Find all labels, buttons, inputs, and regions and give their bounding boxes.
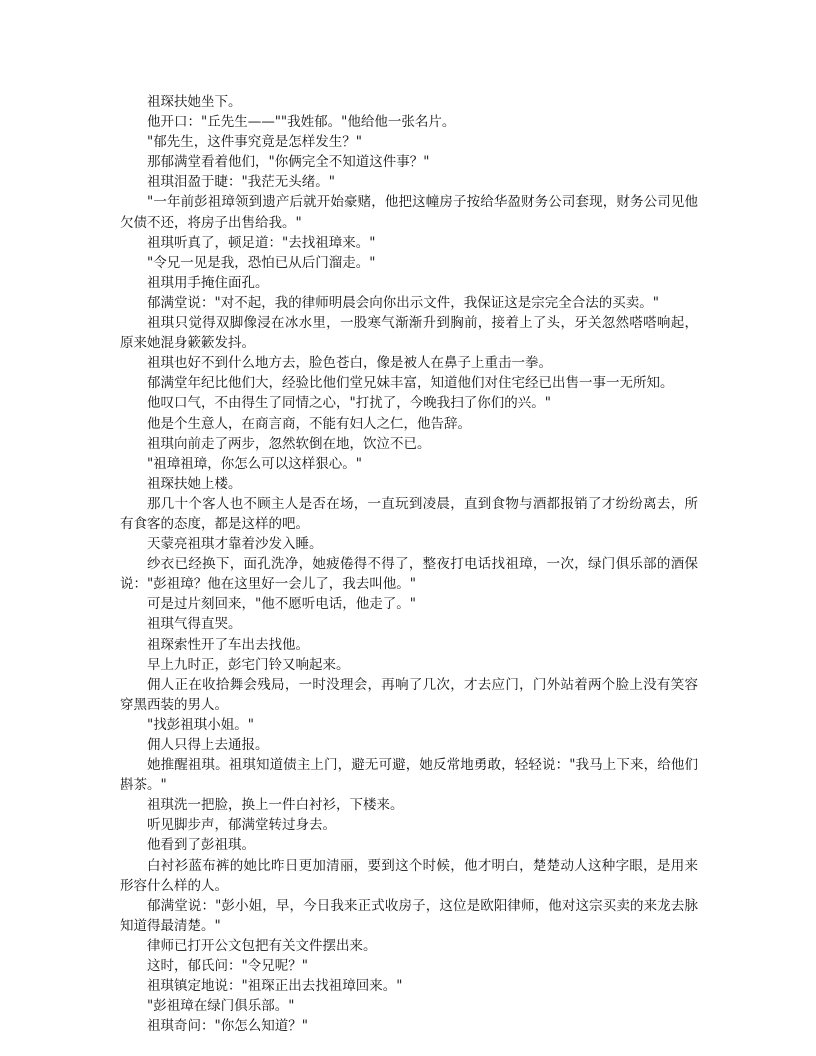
paragraph: 他是个生意人，在商言商，不能有妇人之仁，他告辞。 (147, 415, 471, 432)
paragraph: 祖琪奇问："你怎么知道？" (147, 1018, 308, 1035)
paragraph: 祖琪向前走了两步，忽然软倒在地，饮泣不已。 (147, 435, 431, 452)
paragraph: 律师已打开公文包把有关文件摆出来。 (147, 937, 377, 954)
paragraph: 祖琪镇定地说："祖琛正出去找祖璋回来。" (147, 978, 403, 995)
paragraph: "找彭祖琪小姐。" (147, 716, 254, 733)
paragraph: 祖琛扶她坐下。 (147, 94, 242, 110)
paragraph: 祖琛扶她上楼。 (147, 475, 242, 492)
paragraph: "祖璋祖璋，你怎么可以这样狠心。" (147, 455, 362, 472)
paragraph: "令兄一见是我，恐怕已从后门溜走。" (147, 254, 376, 271)
paragraph: 天蒙亮祖琪才靠着沙发入睡。 (147, 536, 323, 553)
paragraph: 祖琪也好不到什么地方去，脸色苍白，像是被人在鼻子上重击一拳。 (147, 355, 552, 372)
paragraph: "郁先生，这件事究竟是怎样发生？" (147, 134, 362, 151)
paragraph: 祖琛索性开了车出去找他。 (147, 636, 309, 653)
document-page (120, 92, 698, 1036)
paragraph: 祖琪用手掩住面孔。 (147, 274, 269, 291)
paragraph: 他叹口气，不由得生了同情之心，"打扰了，今晚我扫了你们的兴。" (147, 395, 551, 412)
paragraph: 佣人正在收拾舞会残局，一时没理会，再响了几次，才去应门，门外站着两个脸上没有笑容穿黑西装的男人。 (120, 676, 698, 713)
paragraph: 早上九时正，彭宅门铃又响起来。 (147, 656, 350, 673)
paragraph: "一年前彭祖璋领到遗产后就开始豪赌，他把这幢房子按给华盈财务公司套现，财务公司见他欠债不还，将房子出售给我。" (120, 194, 698, 231)
paragraph: 郁满堂说："对不起，我的律师明晨会向你出示文件，我保证这是宗完全合法的买卖。" (147, 294, 659, 311)
paragraph: "彭祖璋在绿门俱乐部。" (147, 998, 295, 1015)
paragraph: 祖琪气得直哭。 (147, 616, 242, 633)
paragraph: 听见脚步声，郁满堂转过身去。 (147, 817, 336, 834)
paragraph: 他看到了彭祖琪。 (147, 837, 255, 854)
paragraph: 祖琪洗一把脸，换上一件白衬衫，下楼来。 (147, 797, 404, 814)
paragraph: 他开口："丘先生——""我姓郁。"他给他一张名片。 (147, 114, 456, 131)
paragraph: 这时，郁氏问："令兄呢？" (147, 958, 308, 975)
paragraph: 白衬衫蓝布裤的她比昨日更加清丽，要到这个时候，他才明白，楚楚动人这种字眼，是用来形容什么样的人。 (120, 857, 698, 894)
paragraph: 那郁满堂看着他们，"你俩完全不知道这件事？" (147, 154, 430, 171)
paragraph: 祖琪泪盈于睫："我茫无头绪。" (147, 174, 335, 191)
paragraph: 那几十个客人也不顾主人是否在场，一直玩到凌晨，直到食物与酒都报销了才纷纷离去，所有食客的态度，都是这样的吧。 (120, 495, 698, 532)
paragraph: 祖琪听真了，顿足道："去找祖璋来。" (147, 234, 376, 251)
paragraph: 可是过片刻回来，"他不愿听电话，他走了。" (147, 596, 416, 613)
paragraph: 佣人只得上去通报。 (147, 737, 269, 753)
paragraph: 郁满堂年纪比他们大，经验比他们堂兄妹丰富，知道他们对住宅经已出售一事一无所知。 (147, 375, 674, 392)
paragraph: 她推醒祖琪。祖琪知道债主上门，避无可避，她反常地勇敢，轻轻说："我马上下来，给他们斟茶。" (120, 757, 698, 794)
paragraph: 纱衣已经换下，面孔洗净，她疲倦得不得了，整夜打电话找祖璋，一次，绿门俱乐部的酒保说："彭祖璋？他在这里好一会儿了，我去叫他。" (120, 556, 698, 593)
paragraph: 郁满堂说："彭小姐，早，今日我来正式收房子，这位是欧阳律师，他对这宗买卖的来龙去脉知道得最清楚。" (120, 897, 698, 934)
paragraph: 祖琪只觉得双脚像浸在冰水里，一股寒气渐渐升到胸前，接着上了头，牙关忽然嗒嗒响起，原来她混身簌簌发抖。 (120, 315, 698, 352)
